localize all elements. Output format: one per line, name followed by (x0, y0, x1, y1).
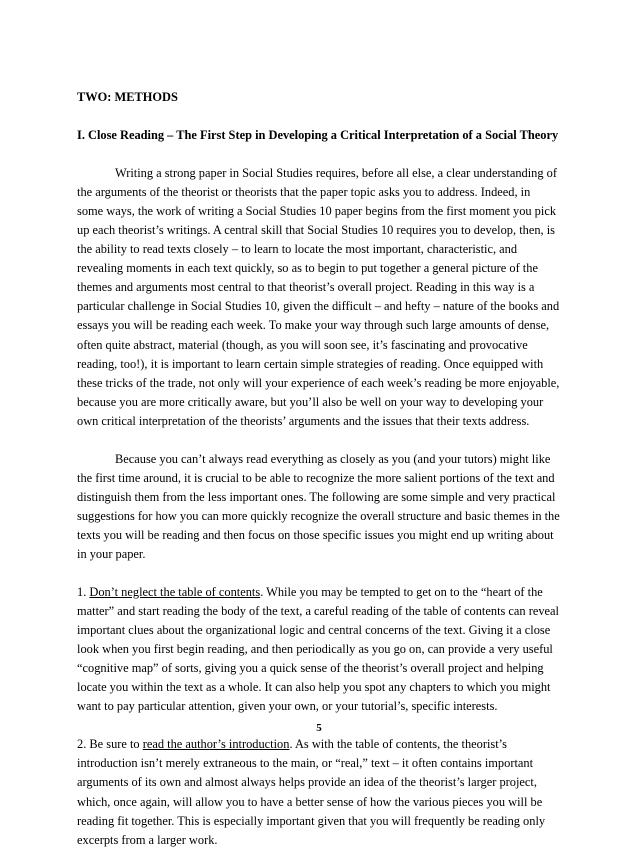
chapter-heading: TWO: METHODS (77, 90, 178, 104)
list-item-1 (77, 583, 572, 716)
section-title: I. Close Reading – The First Step in Developing a Critical Interpretation of a Social Theory (77, 128, 559, 143)
text-line: the arguments of the theorist or theorists that the paper topic asks you to address. Indeed, in (77, 185, 531, 200)
text-line: reading, too!), it is important to learn certain simple strategies of reading. Once equipped with (77, 356, 544, 371)
text-line: matter” and start reading the body of the text, a careful reading of the table of contents can reveal (77, 604, 559, 619)
text-line: distinguish them from the less important ones. The following are some simple and very practical (77, 489, 556, 504)
text-line: locate you within the text as a whole. It can also help you spot any chapters to which you might (77, 680, 551, 695)
text-line: suggestions for how you can more quickly recognize the overall structure and basic themes in the (77, 508, 560, 523)
text-line: want to pay particular attention, given your own, or your tutorial’s, specific interests. (77, 699, 498, 714)
list-number: 1. (77, 585, 87, 600)
text-line: which, once again, will allow you to have a better sense of how the various pieces you will be (77, 794, 543, 809)
text-line: up each theorist’s writings. A central skill that Social Studies 10 requires you to develop, then, is (77, 223, 555, 238)
underlined-phrase: Don’t neglect the table of contents (89, 585, 261, 600)
text-line: themes and arguments most central to that theorist’s overall project. Reading in this way is a (77, 280, 535, 295)
list-number: 2. Be sure to (77, 737, 140, 752)
text-line: reading fit together. This is especially important given that you will frequently be reading only (77, 813, 546, 828)
text-fragment: . As with the table of contents, the theorist’s (289, 737, 507, 752)
text-line: particular challenge in Social Studies 10, given the difficult – and hefty – nature of the books and (77, 299, 560, 314)
text-line: often quite abstract, material (though, as you will soon see, it’s fascinating and provocative (77, 337, 528, 352)
text-line: essays you will be reading each week. To make your way through such large amounts of dense, (77, 318, 550, 333)
text-line: the ability to read texts closely – to learn to locate the most important, characteristic, and (77, 242, 518, 257)
list-item-first-line (77, 583, 572, 602)
text-line: in your paper. (77, 546, 146, 561)
list-item-2 (77, 735, 572, 849)
text-fragment: . While you may be tempted to get on to the “heart of the (260, 585, 543, 600)
text-line: these tricks of the trade, not only will your experience of each week’s reading be more enjoyable, (77, 375, 560, 390)
text-line: own critical interpretation of the theorists’ arguments and the issues that their texts address. (77, 413, 530, 428)
text-line: Writing a strong paper in Social Studies requires, before all else, a clear understanding of (115, 166, 557, 181)
paragraph-2 (77, 450, 572, 564)
text-line: the first time around, it is crucial to be able to recognize the more salient portions of the text and (77, 470, 555, 485)
text-line: texts you will be reading and then focus on those specific issues you might end up writing about (77, 527, 554, 542)
text-line: revealing moments in each text quickly, so as to begin to put together a general picture of the (77, 261, 538, 276)
text-line: arguments of its own and almost always helps provide an idea of the theorist’s larger project, (77, 775, 537, 790)
list-item-first-line (77, 735, 572, 754)
text-line: “cognitive map” of sorts, giving you a quick sense of the theorist’s overall project and helping (77, 661, 544, 676)
text-line: introduction isn’t merely extraneous to the main, or “real,” text – it often contains important (77, 756, 534, 771)
text-line: excerpts from a larger work. (77, 832, 218, 847)
underlined-phrase: read the author’s introduction (142, 737, 290, 752)
text-line: look when you first begin reading, and then periodically as you go on, can provide a very useful (77, 642, 553, 657)
text-line: important clues about the organizational logic and central concerns of the text. Giving it a close (77, 623, 551, 638)
page-number: 5 (316, 722, 322, 734)
text-line: because you are more critically aware, but you’ll also be well on your way to developing your (77, 394, 544, 409)
document-page (77, 88, 572, 850)
text-line: some ways, the work of writing a Social Studies 10 paper begins from the first moment you pick (77, 204, 557, 219)
paragraph-1 (77, 164, 572, 431)
text-line: Because you can’t always read everything as closely as you (and your tutors) might like (115, 451, 551, 466)
